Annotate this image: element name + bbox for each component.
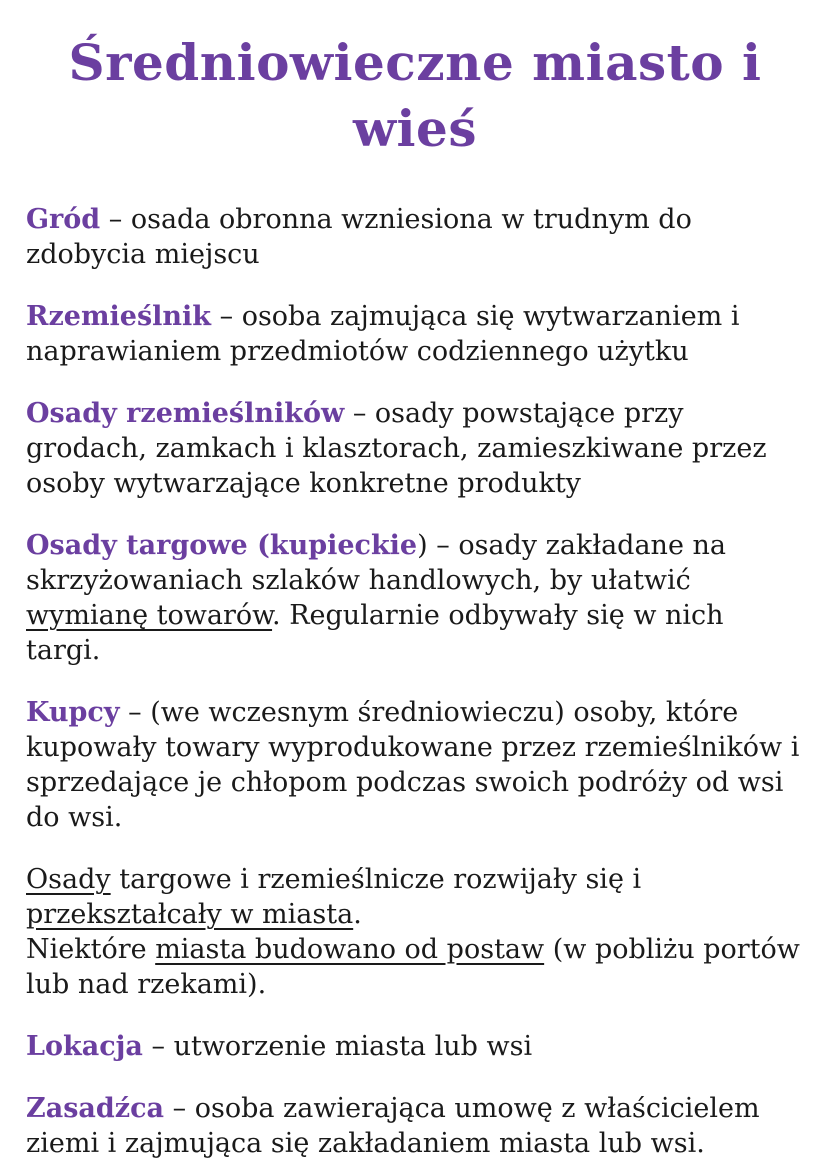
note-text: (w pobliżu portów lub nad rzekami).	[26, 934, 800, 1000]
underlined-phrase: przekształcały w miasta	[26, 899, 354, 930]
note-paragraph	[26, 862, 804, 1002]
underlined-phrase: Osady	[26, 864, 111, 895]
term-osady-rzemieslnikow: Osady rzemieślników	[26, 398, 345, 429]
page-title	[26, 30, 804, 162]
dash-separator: –	[142, 1031, 174, 1062]
definition-entry-osady-targowe	[26, 528, 804, 668]
note-text: .	[353, 899, 362, 930]
definition-text: osady powstające przy grodach, zamkach i klasztorach, zamieszkiwane przez osoby wytwarzające konkretne produkty	[26, 398, 767, 499]
page-title-line-2: wieś	[353, 99, 477, 158]
definition-entry-osady-rzemieslnikow	[26, 396, 804, 501]
definition-entry-lokacja	[26, 1029, 804, 1064]
definition-entry-rzemieslnik	[26, 299, 804, 369]
definition-entry-zasadzca	[26, 1091, 804, 1161]
definition-text: osoba zawierająca umowę z właścicielem ziemi i zajmująca się zakładaniem miasta lub wsi.	[26, 1093, 760, 1159]
definition-entry-grod	[26, 202, 804, 272]
dash-separator: –	[344, 398, 375, 429]
term-osady-targowe: Osady targowe (kupieckie	[26, 530, 418, 561]
dash-separator: –	[211, 301, 242, 332]
definition-text: utworzenie miasta lub wsi	[173, 1031, 533, 1062]
underlined-phrase: wymianę towarów	[26, 600, 273, 631]
definition-text: . Regularnie odbywały się w nich targi.	[26, 600, 724, 666]
dash-separator: –	[164, 1093, 195, 1124]
dash-separator: –	[100, 204, 131, 235]
definition-text: osoba zajmująca się wytwarzaniem i naprawianiem przedmiotów codziennego użytku	[26, 301, 740, 367]
definition-text: (we wczesnym średniowieczu) osoby, które kupowały towary wyprodukowane przez rzemieślników i sprzedające je chłopom podczas swoich podróży od wsi do wsi.	[26, 697, 800, 833]
definition-text: osada obronna wzniesiona w trudnym do zdobycia miejscu	[26, 204, 692, 270]
term-lokacja: Lokacja	[26, 1031, 143, 1062]
term-rzemieslnik: Rzemieślnik	[26, 301, 212, 332]
term-kupcy: Kupcy	[26, 697, 120, 728]
definition-entry-kupcy	[26, 695, 804, 835]
term-close-paren: )	[417, 530, 428, 561]
page-title-line-1: Średniowieczne miasto i	[68, 33, 762, 92]
note-text: Niektóre	[26, 934, 156, 965]
dash-separator: –	[119, 697, 151, 728]
term-zasadzca: Zasadźca	[26, 1093, 165, 1124]
dash-separator: –	[427, 530, 459, 561]
underlined-phrase: miasta budowano od postaw	[155, 934, 545, 965]
definition-text: osady zakładane na skrzyżowaniach szlaków handlowych, by ułatwić	[26, 530, 726, 596]
term-grod: Gród	[26, 204, 101, 235]
note-text: targowe i rzemieślnicze rozwijały się i	[110, 864, 642, 895]
